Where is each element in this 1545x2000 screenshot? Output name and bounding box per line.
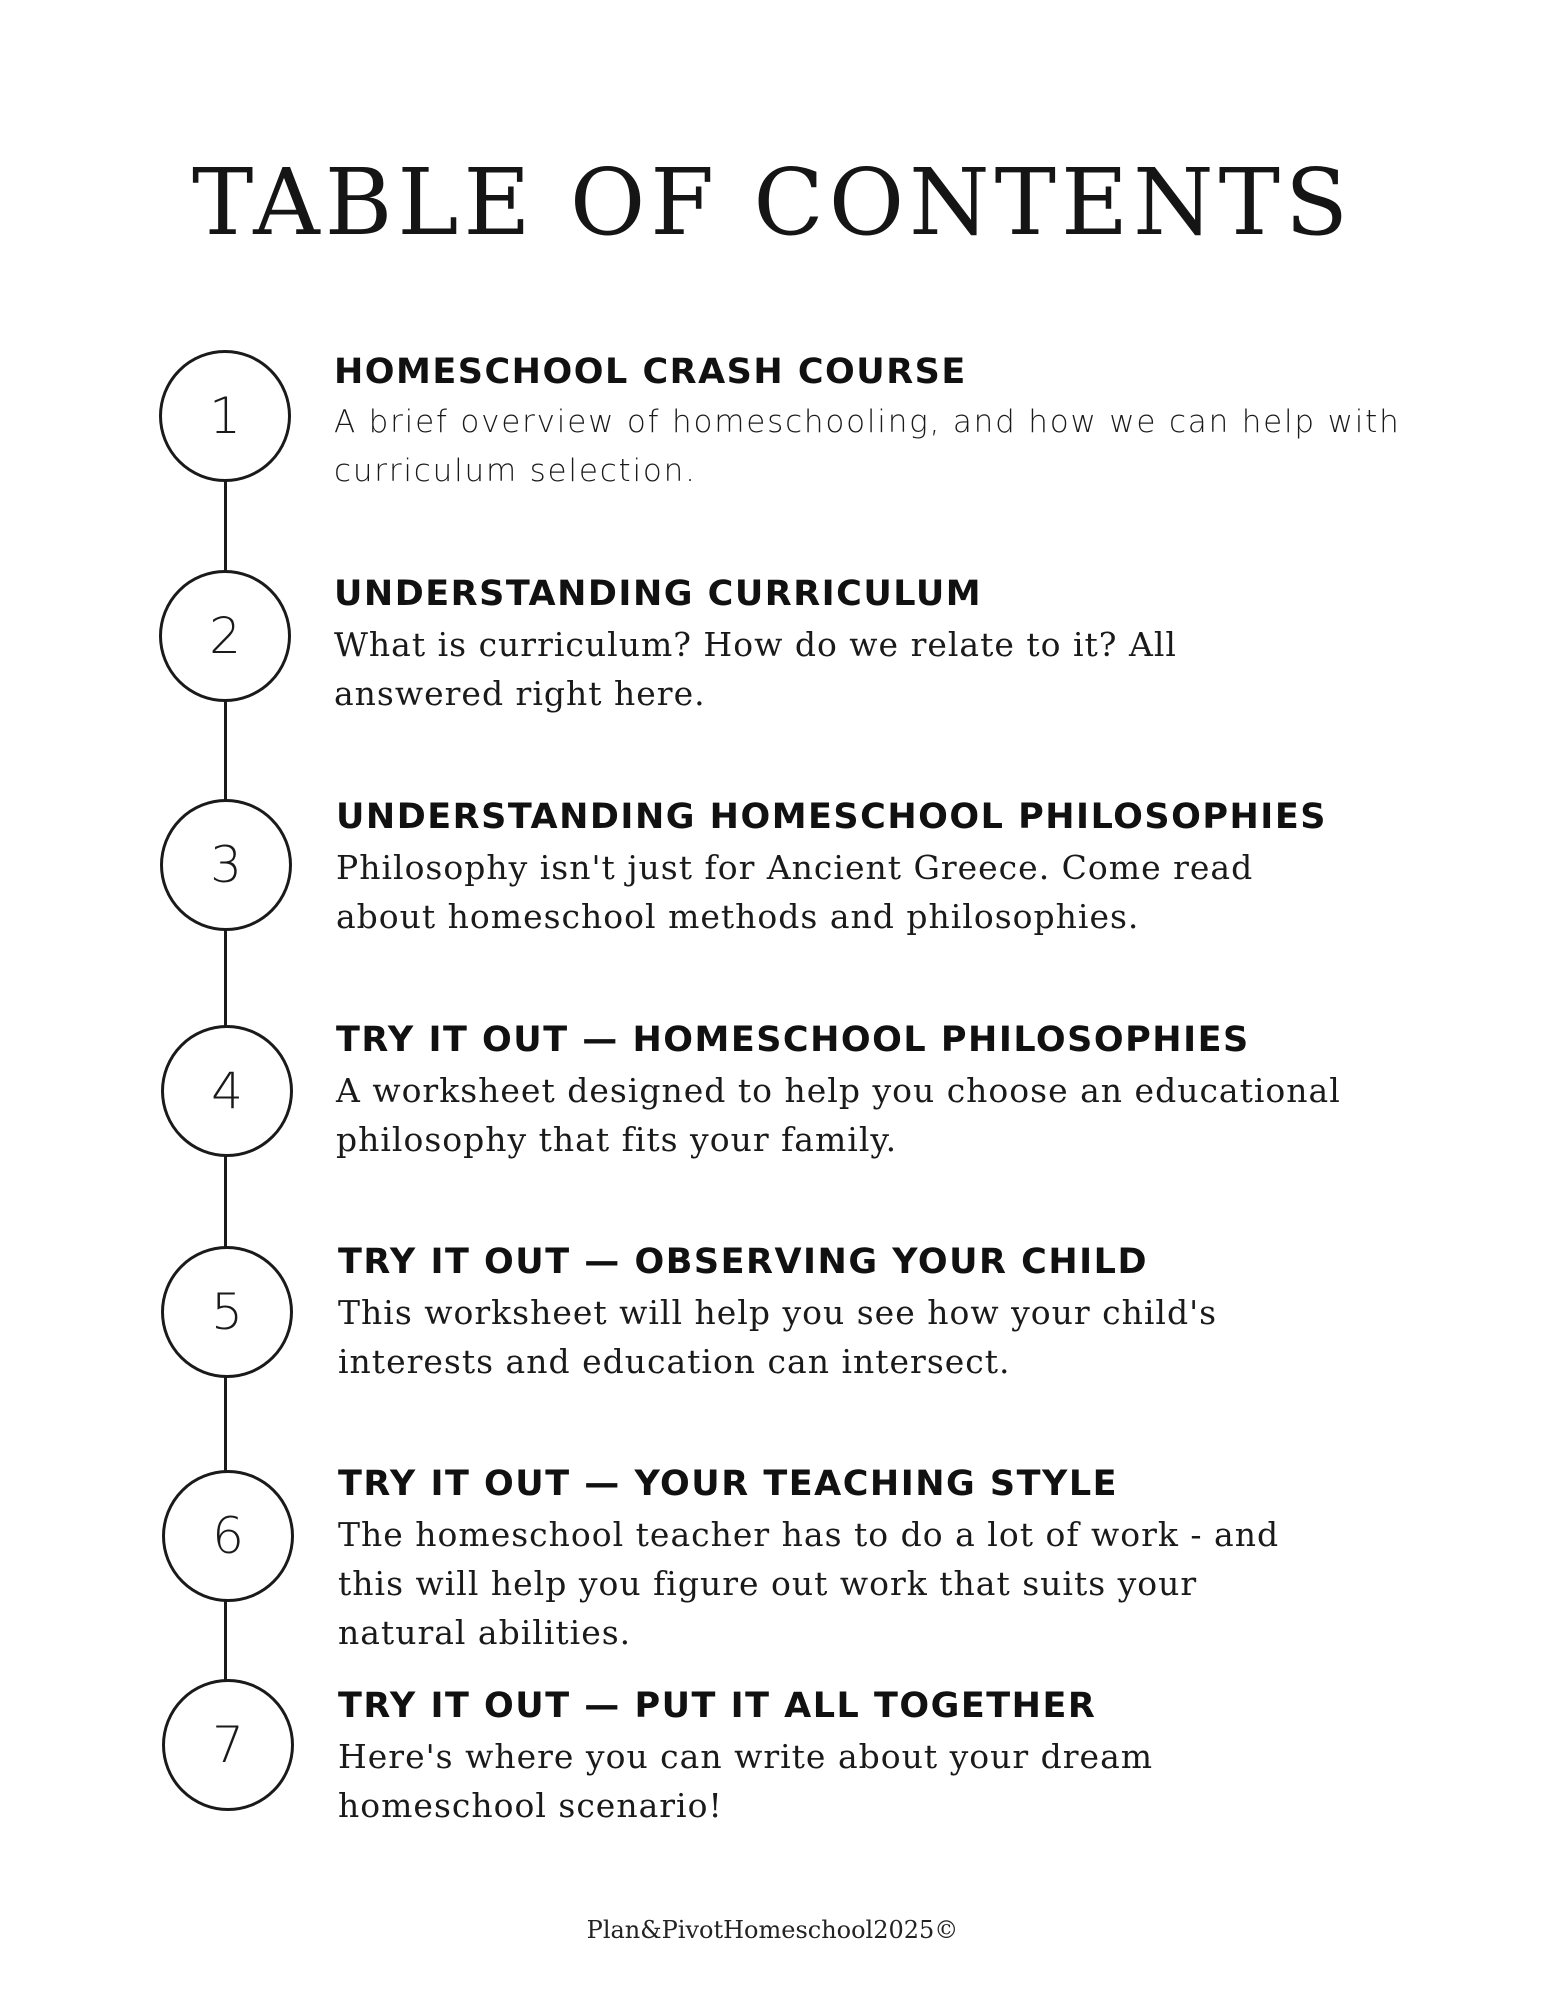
description-line: A brief overview of homeschooling, and how we can help with	[334, 404, 1401, 440]
description-line: curriculum selection.	[334, 453, 697, 489]
description-line: This worksheet will help you see how your child's	[338, 1293, 1218, 1332]
entry-title: HOMESCHOOL CRASH COURSE	[334, 352, 967, 392]
entry-description	[338, 1288, 1418, 1386]
entry-title: TRY IT OUT — OBSERVING YOUR CHILD	[338, 1242, 1149, 1282]
entry-title: TRY IT OUT — YOUR TEACHING STYLE	[338, 1464, 1119, 1504]
number-circle: 4	[161, 1025, 293, 1157]
page-title: TABLE OF CONTENTS	[191, 149, 1354, 256]
copyright-footer: Plan&PivotHomeschool2025©	[586, 1916, 959, 1944]
entry-title: TRY IT OUT — PUT IT ALL TOGETHER	[338, 1686, 1097, 1726]
description-line: answered right here.	[334, 674, 706, 713]
description-line: homeschool scenario!	[338, 1786, 723, 1825]
entry-title: TRY IT OUT — HOMESCHOOL PHILOSOPHIES	[336, 1020, 1250, 1060]
number-circle: 7	[162, 1679, 294, 1811]
description-line: Here's where you can write about your dream	[338, 1737, 1154, 1776]
number-circle: 3	[160, 799, 292, 931]
description-line: about homeschool methods and philosophies.	[336, 897, 1140, 936]
description-line: philosophy that fits your family.	[336, 1120, 898, 1159]
description-line: What is curriculum? How do we relate to it? All	[334, 625, 1177, 664]
entry-description	[334, 398, 1414, 496]
description-line: A worksheet designed to help you choose an educational	[336, 1071, 1341, 1110]
entry-description	[338, 1732, 1418, 1830]
description-line: The homeschool teacher has to do a lot of work - and	[338, 1515, 1280, 1554]
entry-description	[336, 1066, 1416, 1164]
entry-description	[338, 1510, 1418, 1657]
description-line: natural abilities.	[338, 1613, 632, 1652]
entry-description	[336, 843, 1416, 941]
description-line: this will help you figure out work that suits your	[338, 1564, 1198, 1603]
description-line: Philosophy isn't just for Ancient Greece. Come read	[336, 848, 1254, 887]
entry-description	[334, 620, 1414, 718]
entry-title: UNDERSTANDING HOMESCHOOL PHILOSOPHIES	[336, 797, 1327, 837]
number-circle: 2	[159, 570, 291, 702]
number-circle: 5	[161, 1246, 293, 1378]
entry-title: UNDERSTANDING CURRICULUM	[334, 574, 983, 614]
number-circle: 6	[162, 1470, 294, 1602]
number-circle: 1	[159, 350, 291, 482]
description-line: interests and education can intersect.	[338, 1342, 1011, 1381]
